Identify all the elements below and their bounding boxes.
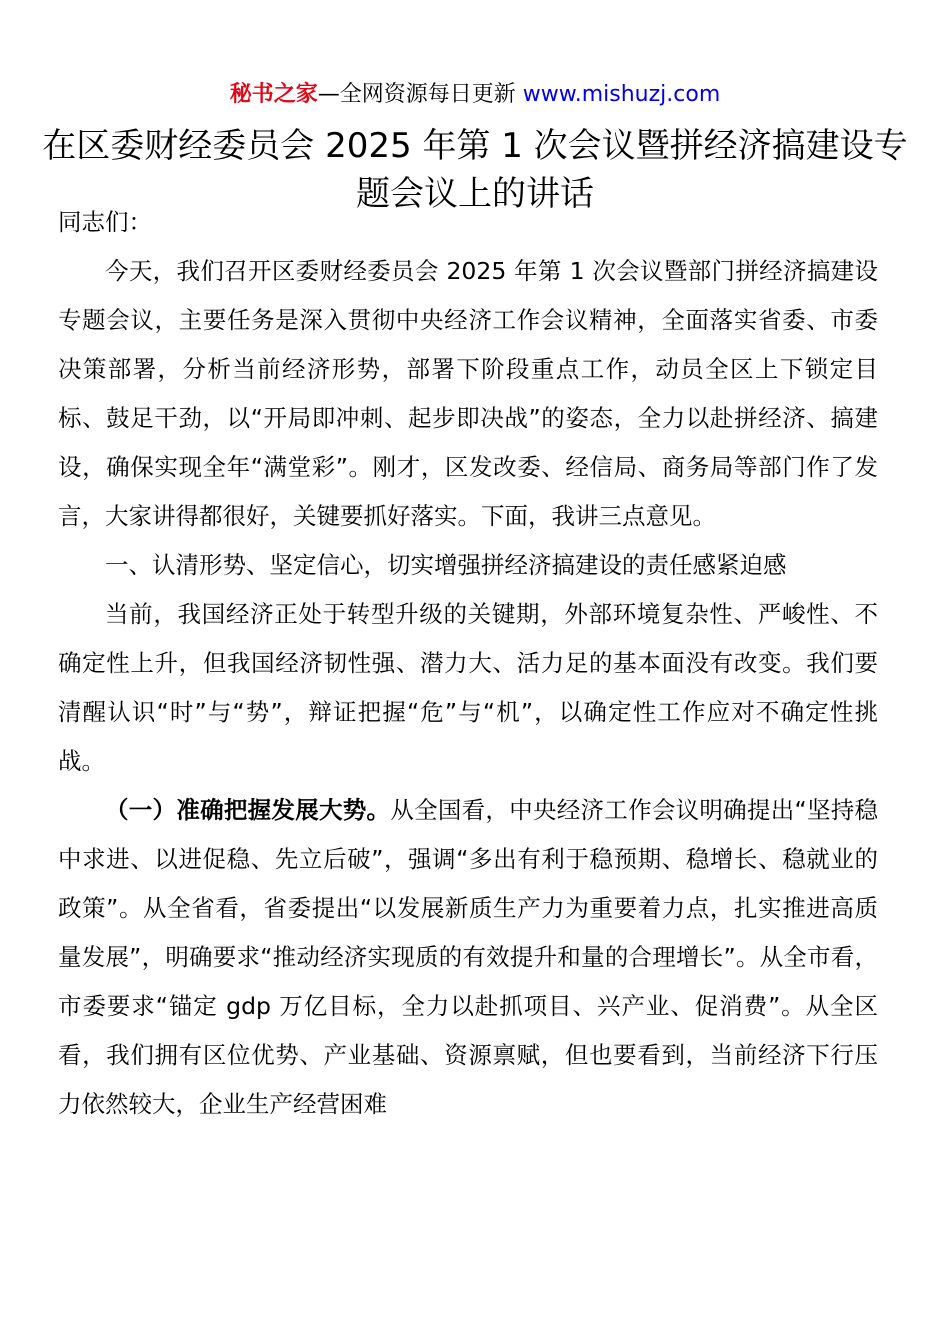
paragraph-trend-text: 从全国看，中央经济工作会议明确提出“坚持稳中求进、以进促稳、先立后破”，强调“多出有利于稳预期、稳增长、稳就业的政策”。从全省看，省委提出“以发展新质生产力为重要着力点，扎实推进高质量发展”，明确要求“推动经济实现质的有效提升和量的合理增长”。从全市看，市委要求“锚定 gdp 万亿目标，全力以赴抓项目、兴产业、促消费”。从全区看，我们拥有区位优势、产业基础、资源禀赋，但也要看到，当前经济下行压力依然较大，企业生产经营困难 [58,796,878,1118]
brand-name: 秘书之家 [229,82,318,107]
paragraph-trend [58,786,878,1129]
salutation: 同志们： [58,208,152,236]
header-tagline: —全网资源每日更新 [317,82,516,107]
site-url-link[interactable]: www.mishuzj.com [522,82,721,107]
site-header [0,80,950,110]
paragraph-situation: 当前，我国经济正处于转型升级的关键期，外部环境复杂性、严峻性、不确定性上升，但我国经济韧性强、潜力大、活力足的基本面没有改变。我们要清醒认识“时”与“势”，辩证把握“危”与“机”，以确定性工作应对不确定性挑战。 [58,600,878,775]
section-heading-1: 一、认清形势、坚定信心，切实增强拼经济搞建设的责任感紧迫感 [105,551,787,579]
document-title: 在区委财经委员会 2025 年第 1 次会议暨拼经济搞建设专题会议上的讲话 [42,126,908,214]
paragraph-intro: 今天，我们召开区委财经委员会 2025 年第 1 次会议暨部门拼经济搞建设专题会议，主要任务是深入贯彻中央经济工作会议精神，全面落实省委、市委决策部署，分析当前经济形势，部署下阶段重点工作，动员全区上下锁定目标、鼓足干劲，以“开局即冲刺、起步即决战”的姿态，全力以赴拼经济、搞建设，确保实现全年“满堂彩”。刚才，区发改委、经信局、商务局等部门作了发言，大家讲得都很好，关键要抓好落实。下面，我讲三点意见。 [58,257,878,530]
document-body [58,198,878,1129]
subheading-trend: （一）准确把握发展大势。 [105,796,391,824]
